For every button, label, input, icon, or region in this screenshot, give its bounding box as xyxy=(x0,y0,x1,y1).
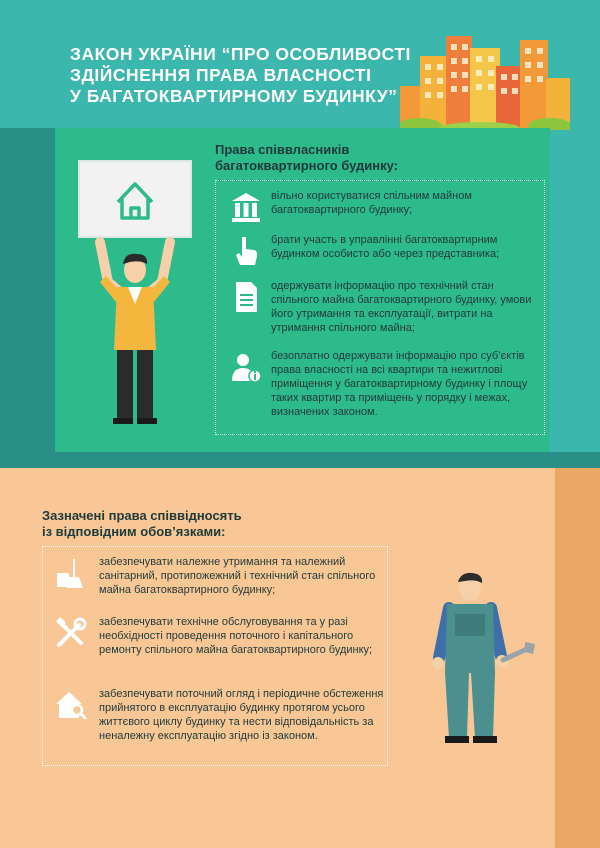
rights-item-text: безоплатно одержувати інформацію про суб’єктів права власності на всі квартири та нежитлові приміщення у багатоквартирному будинку і площу таких квартир та приміщень у порядку і межах, визначених законом. xyxy=(271,350,528,418)
repairman-illustration xyxy=(425,568,535,748)
tools-icon xyxy=(53,615,89,651)
rights-list xyxy=(215,180,545,435)
rights-heading-line-1: Права співвласників xyxy=(215,142,350,157)
rights-heading xyxy=(215,142,515,174)
green-panel-shadow-left xyxy=(0,128,55,468)
duties-list xyxy=(42,546,388,766)
cleaning-icon xyxy=(53,555,89,591)
duties-heading-line-1: Зазначені права співвідносять xyxy=(42,508,242,523)
rights-heading-line-2: багатоквартирного будинку: xyxy=(215,158,399,173)
duties-item-text: забезпечувати технічне обслуговування та у разі необхідності проведення поточного і капітального ремонту спільного майна багатоквартирного будинку; xyxy=(99,616,373,656)
building-icon xyxy=(228,189,264,225)
house-sign-board xyxy=(78,160,192,238)
user-info-icon xyxy=(228,349,264,385)
hand-pointer-icon xyxy=(228,233,264,269)
rights-item-text: вільно користуватися спільним майном багатоквартирного будинку; xyxy=(271,190,472,216)
duties-panel-side xyxy=(555,468,600,848)
rights-item-text: брати участь в управлінні багатоквартирним будинком особисто або через представника; xyxy=(271,234,500,260)
document-icon xyxy=(228,279,264,315)
duties-heading-line-2: із відповідним обов’язками: xyxy=(42,524,226,539)
duties-item-text: забезпечувати належне утримання та належний санітарний, протипожежний і технічний стан спільного майна багатоквартирного будинку; xyxy=(99,556,376,596)
rights-item-text: одержувати інформацію про технічний стан спільного майна багатоквартирного будинку, умови його утримання та експлуатації, витрати на утримання спільного майна; xyxy=(271,280,532,334)
man-holding-sign-illustration xyxy=(70,232,200,432)
page-title xyxy=(70,44,410,107)
house-inspection-icon xyxy=(53,687,89,723)
duties-item-text: забезпечувати поточний огляд і періодичне обстеження прийнятого в експлуатацію будинку протягом усього життєвого циклу будинку та нести відповідальність за неналежну експлуатацію згідно із законом. xyxy=(99,688,384,742)
city-skyline-illustration xyxy=(400,26,570,130)
title-line-2: ЗДІЙСНЕННЯ ПРАВА ВЛАСНОСТІ xyxy=(70,65,372,85)
title-line-1: ЗАКОН УКРАЇНИ “ПРО ОСОБЛИВОСТІ xyxy=(70,44,411,64)
house-icon xyxy=(80,162,190,236)
title-line-3: У БАГАТОКВАРТИРНОМУ БУДИНКУ” xyxy=(70,86,398,106)
duties-heading xyxy=(42,508,362,540)
green-panel-shadow-bottom xyxy=(55,452,600,468)
